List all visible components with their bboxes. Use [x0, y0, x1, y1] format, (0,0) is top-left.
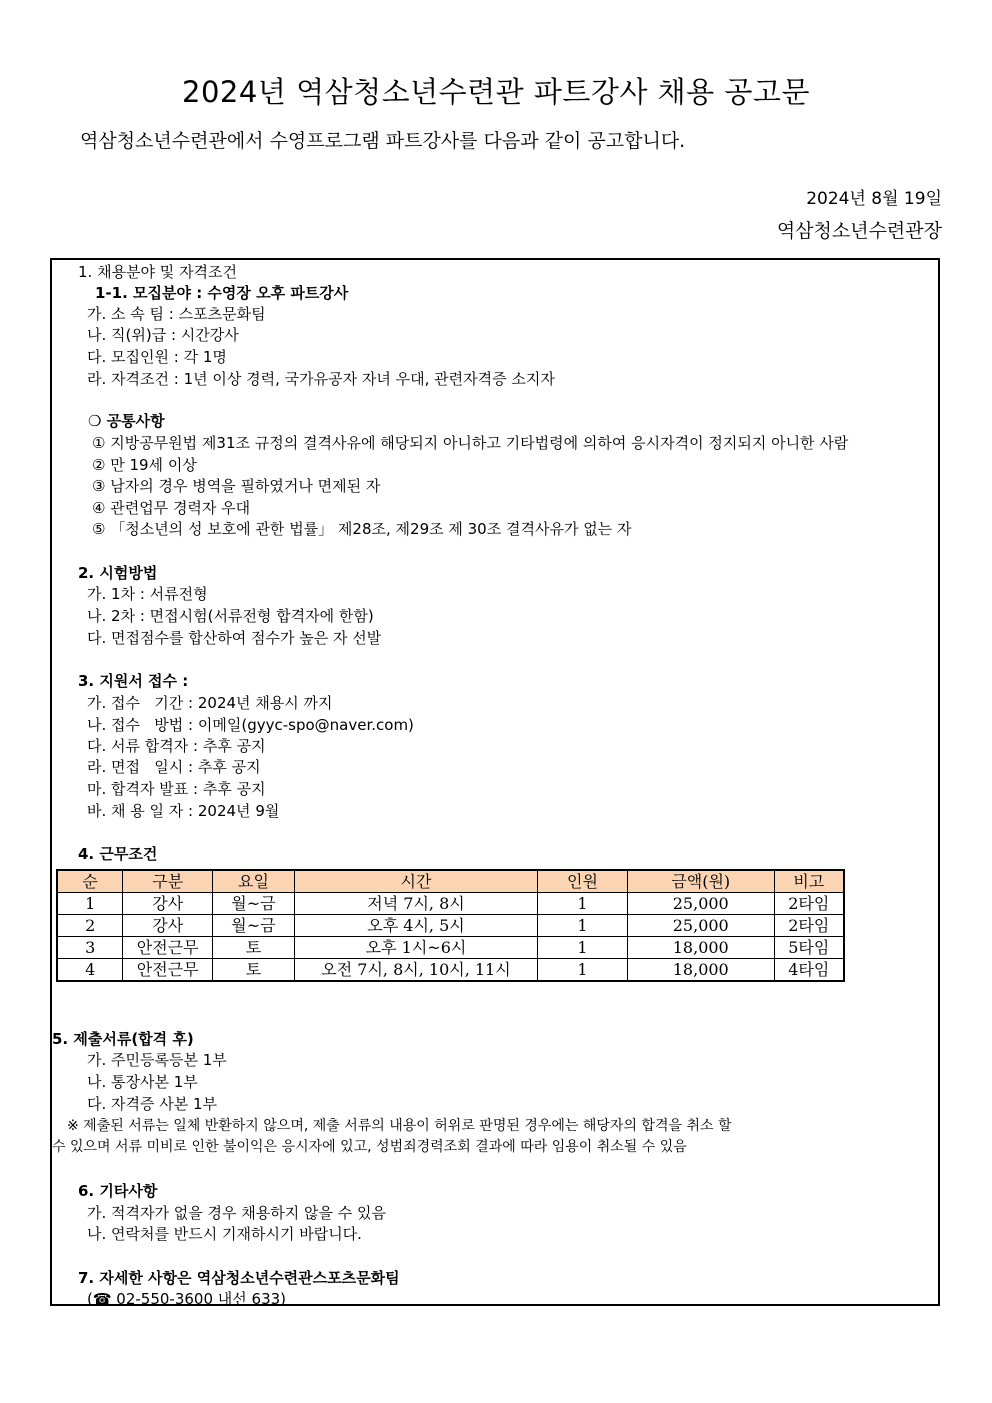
list-item: 가. 소 속 팀 : 스포츠문화팀: [87, 305, 266, 323]
section-7-heading: 7. 자세한 사항은 역삼청소년수련관스포츠문화팀: [78, 1269, 400, 1287]
list-item: 바. 채 용 일 자 : 2024년 9월: [87, 802, 280, 820]
table-cell: 강사: [123, 893, 213, 915]
list-item: 다. 서류 합격자 : 추후 공지: [87, 737, 266, 755]
column-header: 시간: [294, 870, 537, 893]
table-cell: 1: [538, 915, 628, 937]
list-item: 다. 모집인원 : 각 1명: [87, 348, 227, 366]
table-cell: 2: [57, 915, 123, 937]
issuer-name: 역삼청소년수련관장: [776, 220, 942, 242]
intro-text: 역삼청소년수련관에서 수영프로그램 파트강사를 다음과 같이 공고합니다.: [80, 130, 686, 152]
table-cell: 안전근무: [123, 937, 213, 959]
contact-phone: (☎ 02-550-3600 내선 633): [87, 1290, 287, 1308]
section-6-heading: 6. 기타사항: [78, 1182, 158, 1200]
table-cell: 2타임: [774, 893, 844, 915]
table-cell: 1: [538, 893, 628, 915]
list-item: 라. 면접 일시 : 추후 공지: [87, 758, 261, 776]
table-cell: 강사: [123, 915, 213, 937]
list-item: 다. 면접점수를 합산하여 점수가 높은 자 선발: [87, 629, 382, 647]
list-item: 가. 적격자가 없을 경우 채용하지 않을 수 있음: [87, 1204, 386, 1222]
table-row: [57, 893, 844, 915]
table-header-row: [57, 870, 844, 893]
list-item: ⑤ 「청소년의 성 보호에 관한 법률」 제28조, 제29조 제 30조 결격사유가 없는 자: [92, 520, 632, 538]
table-cell: 1: [57, 893, 123, 915]
notice-body-box: [50, 258, 940, 1306]
table-cell: 토: [213, 937, 295, 959]
list-item: 나. 2차 : 면접시험(서류전형 합격자에 한함): [87, 607, 374, 625]
list-item: ① 지방공무원법 제31조 규정의 결격사유에 해당되지 아니하고 기타법령에 의하여 응시자격이 정지되지 아니한 사람: [92, 434, 849, 452]
list-item: 나. 연락처를 반드시 기재하시기 바랍니다.: [87, 1225, 362, 1243]
column-header: 금액(원): [627, 870, 774, 893]
column-header: 인원: [538, 870, 628, 893]
table-cell: 2타임: [774, 915, 844, 937]
table-cell: 3: [57, 937, 123, 959]
list-item: 가. 주민등록등본 1부: [87, 1051, 227, 1069]
section-1-1-heading: 1-1. 모집분야 : 수영장 오후 파트강사: [95, 284, 349, 302]
section-3-heading: 3. 지원서 접수 :: [78, 672, 189, 690]
list-item: ③ 남자의 경우 병역을 필하였거나 면제된 자: [92, 477, 381, 495]
table-cell: 월~금: [213, 915, 295, 937]
list-item: 나. 통장사본 1부: [87, 1073, 198, 1091]
table-cell: 오후 4시, 5시: [294, 915, 537, 937]
table-row: [57, 915, 844, 937]
table-cell: 토: [213, 959, 295, 982]
list-item: 다. 자격증 사본 1부: [87, 1095, 218, 1113]
table-row: [57, 937, 844, 959]
table-row: [57, 959, 844, 982]
table-cell: 5타임: [774, 937, 844, 959]
table-cell: 오전 7시, 8시, 10시, 11시: [294, 959, 537, 982]
list-item: ④ 관련업무 경력자 우대: [92, 499, 251, 517]
list-item: 마. 합격자 발표 : 추후 공지: [87, 780, 266, 798]
list-item: 가. 접수 기간 : 2024년 채용시 까지: [87, 694, 333, 712]
table-cell: 25,000: [627, 893, 774, 915]
table-cell: 4: [57, 959, 123, 982]
list-item: 라. 자격조건 : 1년 이상 경력, 국가유공자 자녀 우대, 관련자격증 소지자: [87, 370, 555, 388]
table-cell: 1: [538, 959, 628, 982]
list-item: ② 만 19세 이상: [92, 456, 197, 474]
submission-note-line-2: 수 있으며 서류 미비로 인한 불이익은 응시자에 있고, 성범죄경력조회 결과에 따라 임용이 취소될 수 있음: [52, 1139, 687, 1155]
list-item: 나. 접수 방법 : 이메일(gyyc-spo@naver.com): [87, 716, 414, 734]
work-conditions-table: [56, 869, 845, 982]
table-cell: 월~금: [213, 893, 295, 915]
list-item: 가. 1차 : 서류전형: [87, 585, 208, 603]
table-cell: 18,000: [627, 937, 774, 959]
table-cell: 18,000: [627, 959, 774, 982]
table-cell: 4타임: [774, 959, 844, 982]
column-header: 요일: [213, 870, 295, 893]
section-2-heading: 2. 시험방법: [78, 564, 158, 582]
common-heading: ❍ 공통사항: [88, 412, 165, 430]
table-cell: 저녁 7시, 8시: [294, 893, 537, 915]
page-title: 2024년 역삼청소년수련관 파트강사 채용 공고문: [182, 75, 810, 109]
notice-date: 2024년 8월 19일: [806, 189, 942, 209]
submission-note-line-1: ※ 제출된 서류는 일체 반환하지 않으며, 제출 서류의 내용이 허위로 판명된 경우에는 해당자의 합격을 취소 할: [67, 1118, 732, 1134]
list-item: 나. 직(위)급 : 시간강사: [87, 326, 239, 344]
section-5-heading: 5. 제출서류(합격 후): [52, 1030, 194, 1048]
table-cell: 1: [538, 937, 628, 959]
table-cell: 안전근무: [123, 959, 213, 982]
table-cell: 오후 1시~6시: [294, 937, 537, 959]
column-header: 순: [57, 870, 123, 893]
table-cell: 25,000: [627, 915, 774, 937]
column-header: 비고: [774, 870, 844, 893]
section-1-heading: 1. 채용분야 및 자격조건: [78, 263, 238, 281]
section-4-heading: 4. 근무조건: [78, 845, 158, 863]
column-header: 구분: [123, 870, 213, 893]
